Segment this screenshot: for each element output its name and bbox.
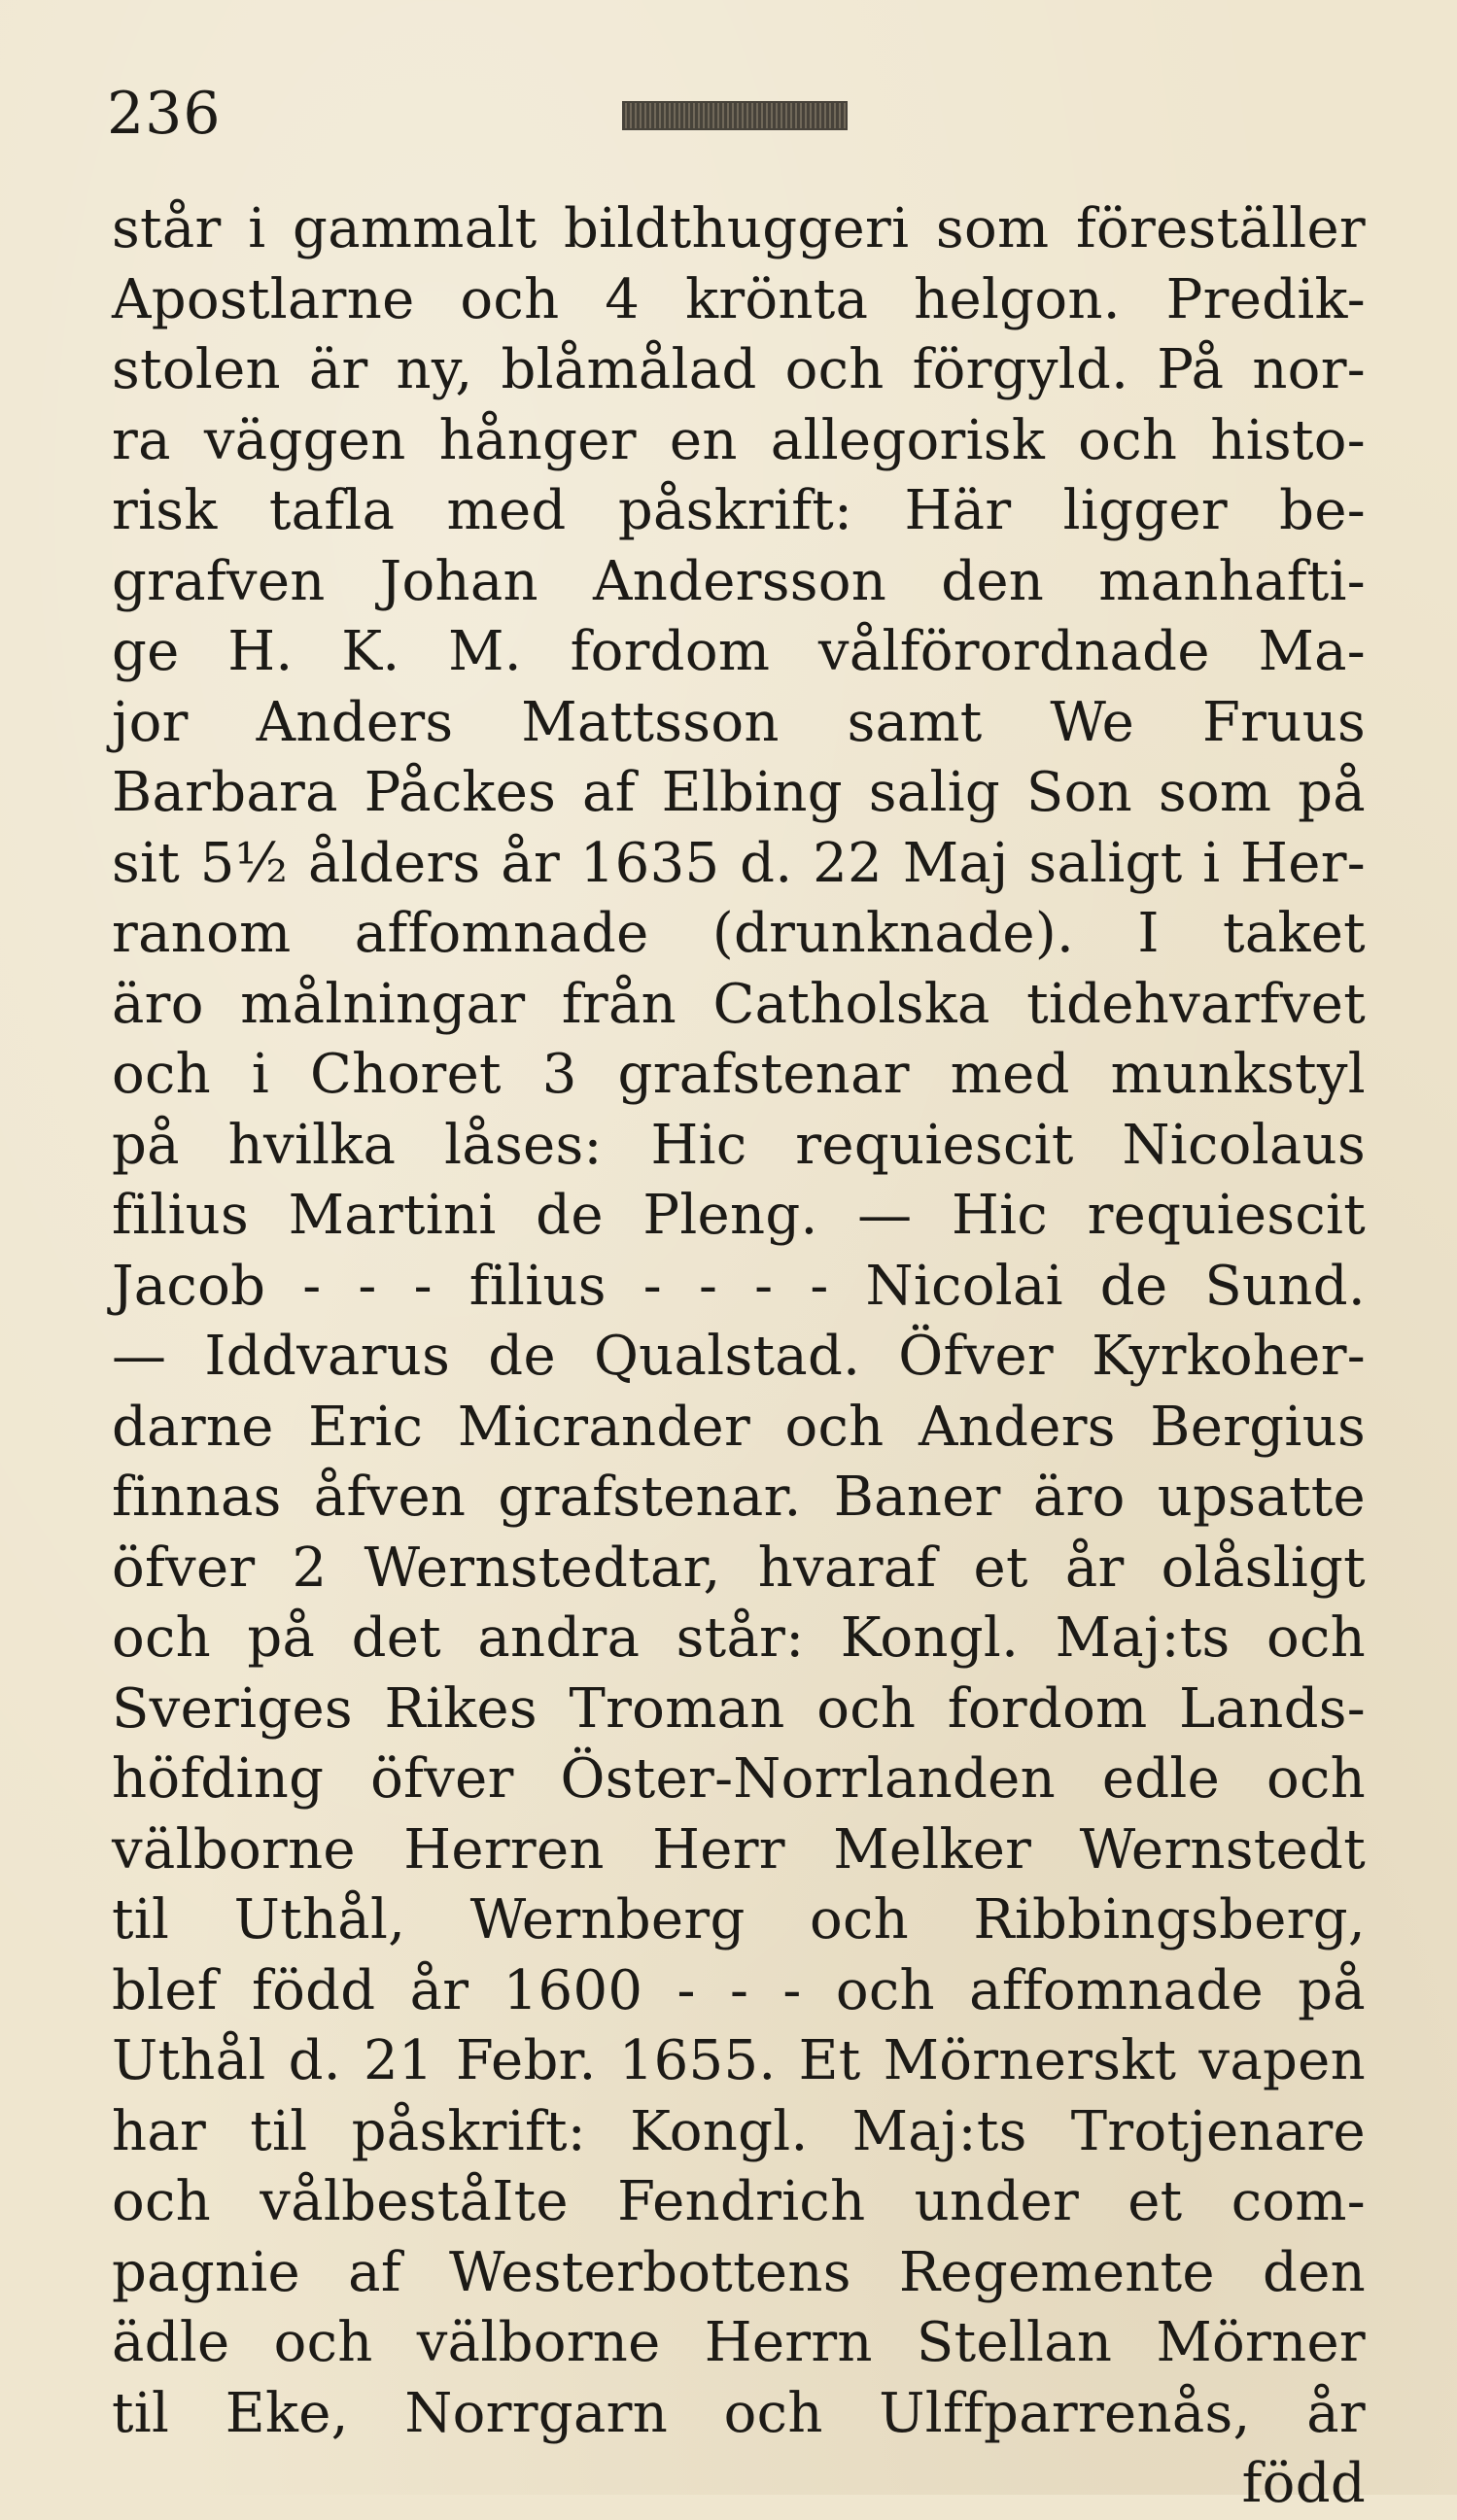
text-line: välborne Herren Herr Melker Wernstedt: [112, 1817, 1366, 1881]
text-line: ädle och välborne Herrn Stellan Mörner: [112, 2311, 1366, 2374]
text-line: har til påskrift: Kongl. Maj:ts Trotjenare: [112, 2099, 1366, 2163]
text-line: Apostlarne och 4 krönta helgon. Predik-: [112, 267, 1366, 331]
text-line: sit 5½ ålders år 1635 d. 22 Maj saligt i Her-: [112, 831, 1366, 895]
page-header: [107, 70, 1361, 157]
text-line: Uthål d. 21 Febr. 1655. Et Mörnerskt vapen: [112, 2029, 1366, 2092]
text-line: höfding öfver Öster-Norrlanden edle och: [112, 1747, 1366, 1811]
text-line: och i Choret 3 grafstenar med munkstyl: [112, 1043, 1366, 1106]
text-line: ranom affomnade (drunknade). I taket: [112, 902, 1366, 965]
text-line: grafven Johan Andersson den manhafti-: [112, 549, 1366, 613]
text-line: ge H. K. M. fordom vålförordnade Ma-: [112, 620, 1366, 683]
text-line: äro målningar från Catholska tidehvarfvet: [112, 972, 1366, 1036]
text-line: på hvilka låses: Hic requiescit Nicolaus: [112, 1113, 1366, 1177]
text-line: til Uthål, Wernberg och Ribbingsberg,: [112, 1888, 1366, 1951]
text-line: ra väggen hånger en allegorisk och histo-: [112, 408, 1366, 472]
header-ornament: [622, 101, 848, 130]
text-line: filius Martini de Pleng. — Hic requiescit: [112, 1184, 1366, 1247]
text-line: til Eke, Norrgarn och Ulffparrenås, år: [112, 2381, 1366, 2445]
text-line: och vålbeståIte Fendrich under et com-: [112, 2170, 1366, 2233]
text-line: Jacob - - - filius - - - - Nicolai de Sund.: [112, 1254, 1366, 1318]
text-line: — Iddvarus de Qualstad. Öfver Kyrkoher-: [112, 1325, 1366, 1388]
text-line: står i gammalt bildthuggeri som föreställer: [112, 197, 1366, 260]
text-line: stolen är ny, blåmålad och förgyld. På nor-: [112, 338, 1366, 401]
text-line: pagnie af Westerbottens Regemente den: [112, 2240, 1366, 2304]
text-line: finnas åfven grafstenar. Baner äro upsatte: [112, 1466, 1366, 1529]
page-number: 236: [107, 80, 222, 148]
catchword: född: [1241, 2452, 1366, 2515]
text-line: Sveriges Rikes Troman och fordom Lands-: [112, 1676, 1366, 1741]
text-line: blef född år 1600 - - - och affomnade på: [112, 1958, 1366, 2022]
text-line: öfver 2 Wernstedtar, hvaraf et år olåsligt: [112, 1536, 1366, 1600]
text-line: och på det andra står: Kongl. Maj:ts och: [112, 1606, 1366, 1670]
text-line: risk tafla med påskrift: Här ligger be-: [112, 479, 1366, 542]
text-line: darne Eric Micrander och Anders Bergius: [112, 1395, 1366, 1459]
body-text: [112, 194, 1366, 2520]
text-line: jor Anders Mattsson samt We Fruus: [112, 690, 1366, 754]
text-line: Barbara Påckes af Elbing salig Son som på: [112, 761, 1366, 824]
